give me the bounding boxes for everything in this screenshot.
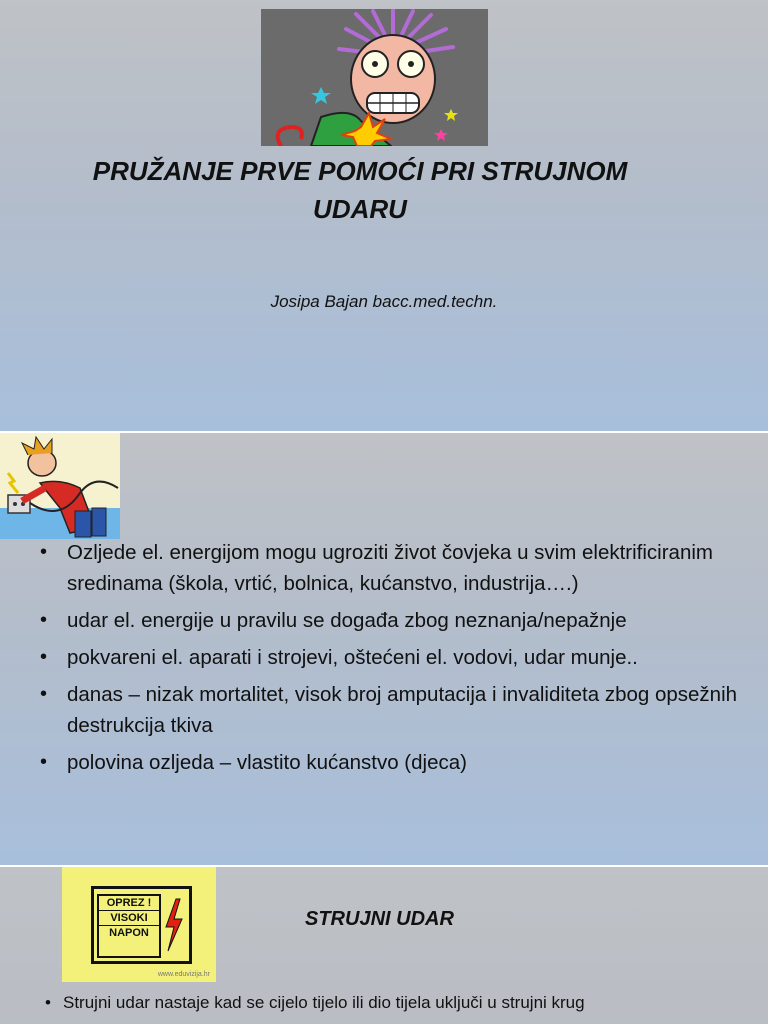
- slide-injuries: [0, 433, 768, 865]
- high-voltage-warning-sign: [62, 867, 216, 982]
- sign-line: OPREZ !: [99, 896, 159, 911]
- slide-title: [0, 0, 768, 431]
- warning-text-box: [97, 894, 161, 958]
- shocked-man-illustration: [261, 9, 488, 146]
- list-item: • udar el. energije u pravilu se događa zbog neznanja/nepažnje: [40, 605, 740, 636]
- warning-sign-frame: [91, 886, 192, 964]
- slide-heading: STRUJNI UDAR: [305, 908, 454, 930]
- sign-line: VISOKI: [99, 911, 159, 926]
- sign-line: NAPON: [109, 927, 149, 939]
- list-item: • Ozljede el. energijom mogu ugroziti život čovjeka u svim elektrificiranim sredinama (škola, vrtić, bolnica, kućanstvo, industrija….): [40, 537, 740, 599]
- presentation-title: PRUŽANJE PRVE POMOĆI PRI STRUJNOM UDARU: [92, 156, 628, 224]
- list-item: • danas – nizak mortalitet, visok broj amputacija i invaliditeta zbog opsežnih destrukcija tkiva: [40, 679, 740, 741]
- list-item: • pokvareni el. aparati i strojevi, oštećeni el. vodovi, udar munje..: [40, 642, 740, 673]
- author-name: Josipa Bajan bacc.med.techn.: [270, 292, 498, 311]
- image-watermark: www.eduvizija.hr: [157, 971, 210, 978]
- list-item: • Strujni udar nastaje kad se cijelo tijelo ili dio tijela uključi u strujni krug: [45, 993, 585, 1013]
- injury-facts-list: [40, 537, 740, 784]
- slide-electric-shock: [0, 867, 768, 1024]
- electrocuted-person-illustration: [0, 433, 120, 539]
- list-item: • polovina ozljeda – vlastito kućanstvo (djeca): [40, 747, 740, 778]
- lightning-bolt-icon: [162, 897, 184, 953]
